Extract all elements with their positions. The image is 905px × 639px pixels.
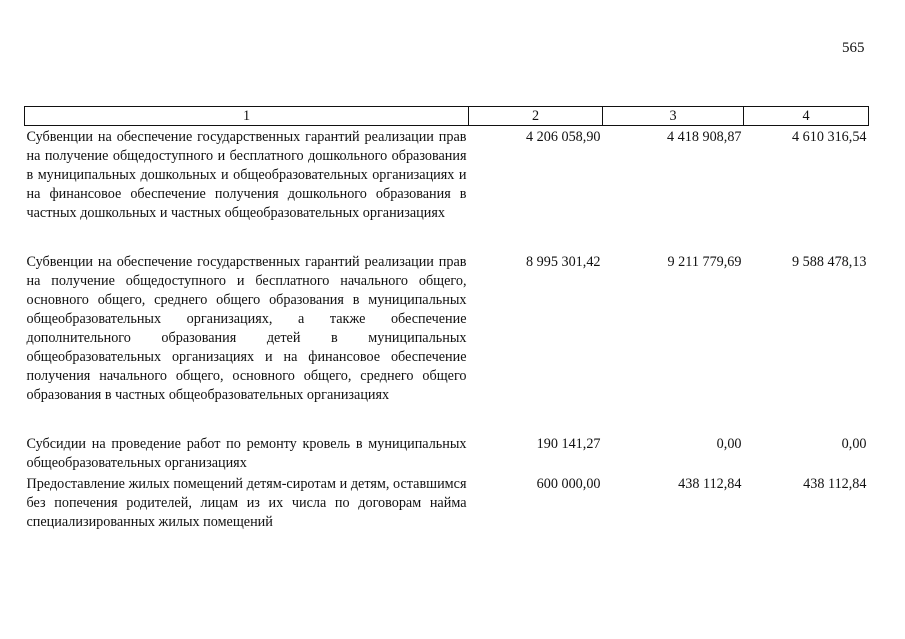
- table-row: [25, 473, 869, 532]
- table-row: [25, 126, 869, 254]
- row-value-col-3: 0,00: [716, 436, 742, 452]
- table-row: [25, 435, 869, 473]
- table-row: [25, 253, 869, 435]
- row-description: Предоставление жилых помещений детям-сиротам и детям, оставшимся без попечения родителей, лицам из их числа по договорам найма специализированных жилых помещений: [26, 476, 467, 530]
- row-description: Субвенции на обеспечение государственных гарантий реализации прав на получение общедоступного и бесплатного начального общего, основного общего, среднего общего образования в муниципальных общеобразовательных организациях, а также обеспечение дополнительного образования детей в муниципальных общеобразовательных организациях и на финансовое обеспечение получения начального общего, основного общего, среднего общего образования в частных общеобразовательных организациях: [26, 254, 467, 403]
- row-value-col-4: 9 588 478,13: [792, 254, 867, 270]
- row-value-col-2: 8 995 301,42: [526, 254, 601, 270]
- budget-table: [24, 106, 869, 532]
- header-col-3: 3: [603, 107, 744, 126]
- row-value-col-3: 9 211 779,69: [667, 254, 742, 270]
- row-value-col-4: 438 112,84: [803, 476, 867, 492]
- page-number: 565: [842, 40, 865, 56]
- header-col-2: 2: [469, 107, 603, 126]
- row-value-col-2: 600 000,00: [536, 476, 601, 492]
- row-value-col-2: 4 206 058,90: [526, 129, 601, 145]
- row-description: Субвенции на обеспечение государственных гарантий реализации прав на получение общедоступного и бесплатного дошкольного образования в муниципальных дошкольных и общеобразовательных организациях и на финансовое обеспечение получения дошкольного образования в частных дошкольных и частных общеобразовательных организациях: [26, 129, 467, 221]
- header-col-1: 1: [25, 107, 469, 126]
- row-value-col-3: 4 418 908,87: [667, 129, 742, 145]
- row-value-col-4: 0,00: [841, 436, 867, 452]
- header-row: [25, 107, 869, 126]
- row-value-col-2: 190 141,27: [536, 436, 601, 452]
- row-description: Субсидии на проведение работ по ремонту кровель в муниципальных общеобразовательных организациях: [26, 436, 467, 471]
- row-value-col-4: 4 610 316,54: [792, 129, 867, 145]
- header-col-4: 4: [744, 107, 869, 126]
- row-value-col-3: 438 112,84: [678, 476, 742, 492]
